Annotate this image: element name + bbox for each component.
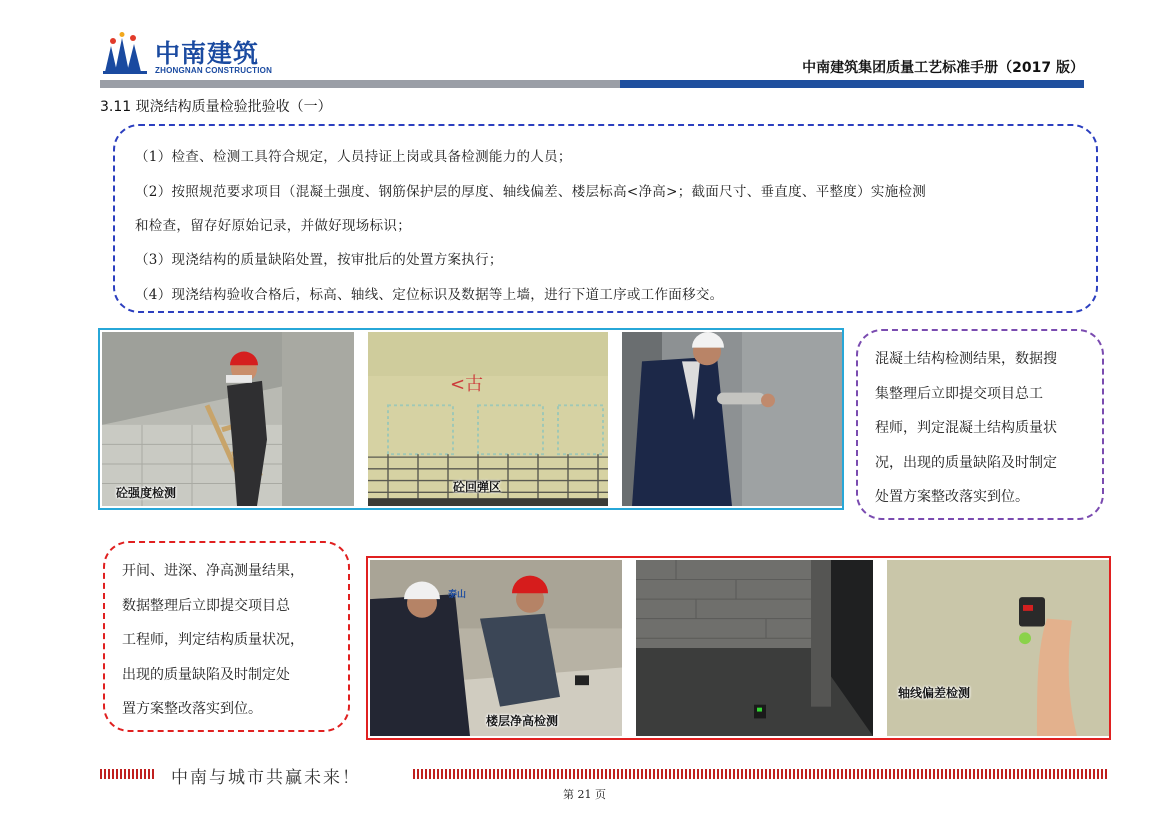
note-line: 程师，判定混凝土结构质量状 xyxy=(875,420,1057,436)
note-line: 出现的质量缺陷及时制定处 xyxy=(122,666,290,683)
requirement-line: （1）检查、检测工具符合规定，人员持证上岗或具备检测能力的人员； xyxy=(135,149,572,165)
wall-mark-text: <古 xyxy=(450,374,484,395)
logo-chinese-name: 中南建筑 xyxy=(155,39,260,68)
header-rule-gray xyxy=(100,80,620,88)
company-logo-icon xyxy=(103,32,147,74)
footer-decorative-bar-left xyxy=(100,769,155,779)
photo-concrete-strength-test xyxy=(102,332,354,506)
photo-caption: 砼回弹区 xyxy=(453,480,502,494)
concrete-inspection-photo-strip xyxy=(98,328,844,510)
note-line: 混凝土结构检测结果，数据搜 xyxy=(875,351,1057,367)
photo-rebound-test-area xyxy=(368,332,608,506)
concrete-result-note xyxy=(856,329,1104,520)
footer-slogan: 中南与城市共赢未来！ xyxy=(171,768,361,788)
section-title: 3.11 现浇结构质量检验批验收（一） xyxy=(100,99,332,115)
page-number: 第 21 页 xyxy=(563,788,606,801)
photo-caption: 轴线偏差检测 xyxy=(898,686,971,700)
header-rule-blue xyxy=(620,80,1084,88)
requirement-line: 和检查，留存好原始记录，并做好现场标识； xyxy=(135,218,411,234)
photo-caption: 楼层净高检测 xyxy=(486,714,559,728)
note-line: 开间、进深、净高测量结果， xyxy=(122,563,304,579)
note-line: 置方案整改落实到位。 xyxy=(122,701,262,717)
photo-caption: 砼强度检测 xyxy=(116,486,177,500)
requirement-line: （2）按照规范要求项目（混凝土强度、钢筋保护层的厚度、轴线偏差、楼层标高<净高>；截面尺寸、垂直度、平整度）实施检测 xyxy=(135,184,927,200)
note-line: 处置方案整改落实到位。 xyxy=(875,489,1029,505)
note-line: 集整理后立即提交项目总工 xyxy=(875,385,1043,402)
photo-floor-height-check xyxy=(370,560,622,736)
note-line: 数据整理后立即提交项目总 xyxy=(122,597,290,614)
document-title: 中南建筑集团质量工艺标准手册（2017 版） xyxy=(802,60,1084,76)
photo-axis-deviation-check xyxy=(887,560,1109,736)
note-line: 况，出现的质量缺陷及时制定 xyxy=(875,454,1057,471)
requirement-line: （3）现浇结构的质量缺陷处置，按审批后的处置方案执行； xyxy=(135,252,503,268)
dimension-inspection-photo-strip xyxy=(366,556,1111,740)
photo-rebound-hammer-test xyxy=(622,332,842,506)
requirement-line: （4）现浇结构验收合格后，标高、轴线、定位标识及数据等上墙，进行下道工序或工作面移交。 xyxy=(135,287,724,303)
dimension-result-note xyxy=(103,541,350,732)
photo-laser-level-room xyxy=(636,560,873,736)
helmet-text: 泰山 xyxy=(448,590,467,600)
footer-decorative-bar-right xyxy=(413,769,1108,779)
logo-english-name: ZHONGNAN CONSTRUCTION xyxy=(155,66,273,75)
requirements-box xyxy=(113,124,1098,313)
note-line: 工程师，判定结构质量状况， xyxy=(122,632,304,648)
